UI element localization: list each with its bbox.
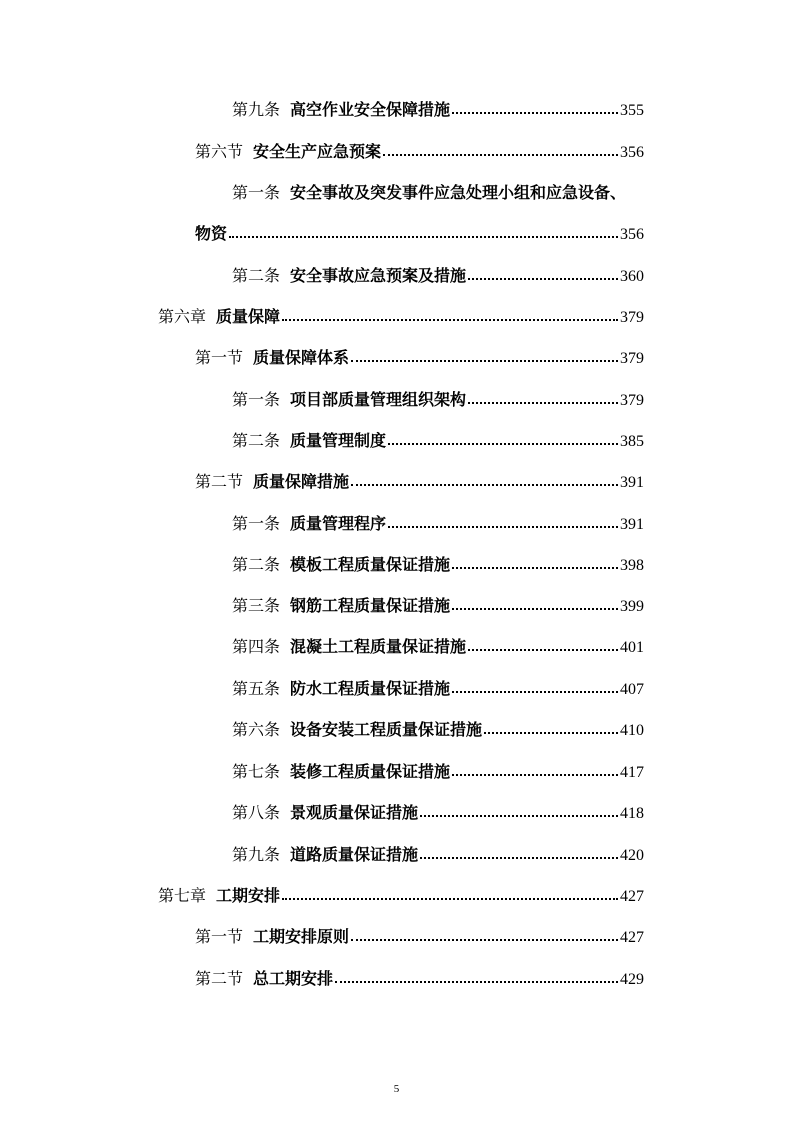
toc-leader-dots [468,265,618,280]
toc-leader-dots [452,595,618,610]
toc-leader-dots [452,99,618,114]
toc-entry[interactable] [232,182,626,204]
toc-entry-number: 第一节 [195,348,244,367]
toc-entry-page: 385 [620,433,644,450]
toc-entry-title: 质量保障措施 [253,472,350,491]
toc-entry-title: 工期安排原则 [253,927,350,946]
toc-entry-number: 第二条 [232,266,281,285]
toc-entry-page: 379 [620,350,644,367]
toc-entry-number: 第二条 [232,555,281,574]
toc-entry-page: 356 [620,144,644,161]
toc-entry[interactable] [232,513,644,535]
toc-entry-title: 安全事故及突发事件应急处理小组和应急设备、 [290,183,627,202]
toc-leader-dots [388,430,618,445]
toc-entry-page: 407 [620,681,644,698]
toc-entry-title: 景观质量保证措施 [290,803,419,822]
toc-entry[interactable] [232,99,644,121]
toc-entry-page: 417 [620,764,644,781]
toc-entry-number: 第一条 [232,390,281,409]
toc-entry-title: 质量保障体系 [253,348,350,367]
toc-entry-title: 装修工程质量保证措施 [290,762,451,781]
toc-entry-number: 第二条 [232,431,281,450]
toc-entry-number: 第六节 [195,142,244,161]
toc-entry-number: 第三条 [232,596,281,615]
toc-entry-page: 420 [620,847,644,864]
toc-entry-number: 第一节 [195,927,244,946]
toc-entry-page: 360 [620,268,644,285]
toc-entry-number: 第六条 [232,720,281,739]
toc-entry-title: 混凝土工程质量保证措施 [290,637,467,656]
toc-entry-page: 427 [620,888,644,905]
toc-entry-title: 道路质量保证措施 [290,845,419,864]
toc-leader-dots [452,678,618,693]
toc-entry[interactable] [232,678,644,700]
toc-entry[interactable] [232,595,644,617]
toc-entry-page: 401 [620,639,644,656]
toc-entry[interactable] [232,802,644,824]
toc-leader-dots [420,844,618,859]
toc-entry[interactable] [158,885,644,907]
toc-entry-title: 安全生产应急预案 [253,142,382,161]
toc-entry-number: 第四条 [232,637,281,656]
toc-entry-number: 第一条 [232,183,281,202]
toc-leader-dots [351,347,618,362]
toc-entry-page: 356 [620,226,644,243]
toc-leader-dots [351,471,618,486]
toc-entry-title: 质量管理程序 [290,514,387,533]
toc-entry-page: 391 [620,474,644,491]
toc-entry-page: 398 [620,557,644,574]
toc-entry[interactable] [195,926,644,948]
toc-entry-number: 第五条 [232,679,281,698]
toc-entry-number: 第七条 [232,762,281,781]
toc-leader-dots [335,968,618,983]
toc-entry[interactable] [195,968,644,990]
toc-entry-page: 391 [620,516,644,533]
toc-leader-dots [452,554,618,569]
toc-entry[interactable] [195,347,644,369]
toc-entry[interactable] [232,761,644,783]
toc-entry-number: 第九条 [232,100,281,119]
toc-entry-title: 总工期安排 [253,969,334,988]
toc-leader-dots [383,141,618,156]
toc-entry-title: 项目部质量管理组织架构 [290,390,467,409]
toc-entry-title: 模板工程质量保证措施 [290,555,451,574]
toc-leader-dots [351,926,618,941]
toc-entry-page: 410 [620,722,644,739]
toc-leader-dots [452,761,618,776]
toc-entry-number: 第二节 [195,472,244,491]
toc-entry-title: 高空作业安全保障措施 [290,100,451,119]
toc-entry-page: 355 [620,102,644,119]
toc-entry[interactable] [232,844,644,866]
toc-entry-title: 质量管理制度 [290,431,387,450]
toc-entry-page: 427 [620,929,644,946]
toc-leader-dots [420,802,618,817]
toc-entry-number: 第七章 [158,886,207,905]
toc-entry-continuation[interactable] [195,223,644,245]
toc-entry-number: 第一条 [232,514,281,533]
toc-entry[interactable] [232,430,644,452]
toc-entry[interactable] [158,306,644,328]
toc-entry-page: 379 [620,392,644,409]
toc-entry[interactable] [195,141,644,163]
toc-entry-title: 钢筋工程质量保证措施 [290,596,451,615]
toc-leader-dots [282,885,618,900]
toc-entry-number: 第八条 [232,803,281,822]
toc-entry-title: 物资 [195,224,228,243]
toc-leader-dots [388,513,618,528]
toc-leader-dots [468,636,618,651]
toc-leader-dots [229,223,618,238]
toc-leader-dots [468,389,618,404]
toc-entry-number: 第六章 [158,307,207,326]
toc-entry[interactable] [232,554,644,576]
toc-entry-page: 399 [620,598,644,615]
toc-entry-number: 第九条 [232,845,281,864]
toc-entry-page: 379 [620,309,644,326]
toc-entry-page: 429 [620,971,644,988]
toc-entry-number: 第二节 [195,969,244,988]
toc-entry-title: 设备安装工程质量保证措施 [290,720,483,739]
toc-entry-title: 防水工程质量保证措施 [290,679,451,698]
toc-entry[interactable] [232,389,644,411]
page-number: 5 [393,1083,400,1095]
toc-entry[interactable] [232,636,644,658]
toc-entry-page: 418 [620,805,644,822]
toc-entry[interactable] [195,471,644,493]
toc-entry[interactable] [232,719,644,741]
toc-leader-dots [484,719,618,734]
toc-entry-title: 质量保障 [216,307,281,326]
toc-leader-dots [282,306,618,321]
toc-entry-title: 安全事故应急预案及措施 [290,266,467,285]
toc-entry[interactable] [232,265,644,287]
toc-entry-title: 工期安排 [216,886,281,905]
